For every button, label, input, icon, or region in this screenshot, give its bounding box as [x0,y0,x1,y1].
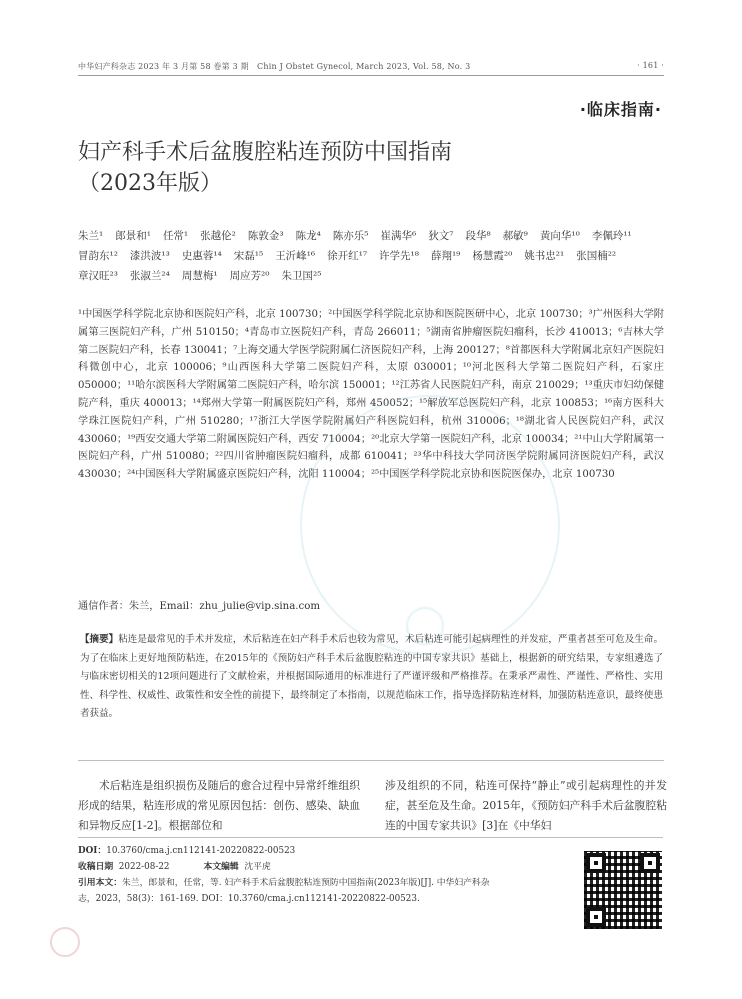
author-name: 郎景和¹ [115,230,151,242]
author-name: 周应芳²⁰ [229,270,270,282]
author-name: 陈亦乐⁵ [332,230,369,242]
header-divider [78,75,664,76]
author-name: 李佩玲¹¹ [591,230,632,242]
author-name: 张国楠²² [576,250,617,262]
affiliation-item: ⁴青岛市立医院妇产科，青岛 266011 ； [245,327,427,338]
author-name: 史惠蓉¹⁴ [181,250,222,262]
author-name: 薛翔¹⁹ [430,250,461,262]
author-name: 许学先¹⁸ [379,250,419,262]
body-column-right: 涉及组织的不同，粘连可保持“静止”或引起病理性的并发症，甚至危及生命。2015年，《预防妇产科手术后盆腹腔粘连的中国专家共识》[3]在《中华妇 [385,779,667,833]
author-list [78,226,664,286]
abstract-label: 【摘要】 [80,634,119,645]
watermark-logo: ◯ [300,395,560,655]
affiliation-item: ¹中国医学科学院北京协和医院妇产科，北京 100730 ； [78,309,328,320]
affiliation-item: ²中国医学科学院北京协和医院医研中心，北京 100730 ； [328,309,588,320]
abstract [80,631,663,724]
author-name: 郝敏⁹ [502,230,528,242]
abstract-text: 粘连是最常见的手术并发症，术后粘连在妇产科手术后也较为常见，术后粘连可能引起病理性的并发症，严重者甚至可危及生命。为了在临床上更好地预防粘连，在2015年的《预防妇产科手术后盆腹腔粘连的中国专家共识》基础上，根据新的研究结果，专家组遴选了与临床密切相关的12项问题进行了文献检索，并根据国际通用的标准进行了严谨评级和严格推荐。在秉承严肃性、严谨性、严格性、实用性、科学性、权威性、政策性和安全性的前提下，最终制定了本指南，以规范临床工作，指导选择防粘连材料，加强防粘连意识，最终使患者获益。 [80,634,663,720]
received-label: 收稿日期 [78,862,114,872]
author-name: 冒韵东¹² [78,250,118,262]
author-name: 段华⁸ [465,230,491,242]
running-head [78,61,664,72]
article-footer [78,843,498,907]
affiliation-item: ¹⁵解放军总医院妇产科，北京 100853 ； [419,398,604,409]
received-date: 2022-08-22 [118,862,170,872]
doi-label: DOI： [78,846,107,856]
author-name: 陈敦金³ [247,230,284,242]
author-name: 张越伦² [200,230,236,242]
author-name: 王沂峰¹⁶ [275,250,316,262]
publisher-seal-icon [50,927,80,957]
affiliation-item: ¹⁹西安交通大学第二附属医院妇产科，西安 710004 ； [127,434,371,445]
author-name: 章汉旺²³ [78,270,118,282]
affiliation-item: ¹⁸湖北省人民医院妇产科，武汉 430060 ； [78,416,664,445]
author-name: 崔满华⁶ [380,230,417,242]
author-name: 任常¹ [162,230,189,242]
body-column-left: 术后粘连是组织损伤及随后的愈合过程中异常纤维组织形成的结果，粘连形成的常见原因包括：创伤、感染、缺血和异物反应[1-2]。根据部位和 [78,779,360,833]
affiliation-item: ¹¹哈尔滨医科大学附属第二医院妇产科，哈尔滨 150001 ； [127,380,391,391]
cite-text: 朱兰，郎景和，任常，等. 妇产科手术后盆腹腔粘连预防中国指南(2023年版)[J]. 中华妇产科杂志，2023，58(3)：161-169. DOI：10.3760/cma.j.cn112141-20220822-00523. [78,878,490,904]
affiliation-list [78,306,664,484]
affiliation-item: ¹⁷浙江大学医学院附属妇产科医院妇科，杭州 310006 ； [249,416,515,427]
article-title [78,137,598,199]
journal-citation: 中华妇产科杂志 2023 年 3 月第 58 卷第 3 期 Chin J Obstet Gynecol, March 2023, Vol. 58, No. 3 [78,62,471,71]
editor-name: 沈平虎 [244,862,271,872]
affiliation-item: ⁸首都医科大学附属北京妇产医院妇科微创中心，北京 100006 ； [78,345,664,374]
affiliation-item: ²⁵中国医学科学院北京协和医院医保办，北京 100730 [370,469,615,481]
doi-link[interactable]: 10.3760/cma.j.cn112141-20220822-00523 [106,846,296,856]
affiliation-item: ²¹中山大学附属第一医院妇产科，广州 510080 ； [78,434,664,463]
qr-code[interactable] [584,851,662,929]
affiliation-item: ¹⁶南方医科大学珠江医院妇产科，广州 510280 ； [78,398,664,427]
author-name: 陈龙⁴ [295,230,321,242]
footer-divider [78,837,663,838]
doi-line [78,843,498,859]
title-line-2: （2023年版） [78,171,222,196]
affiliation-item: ²³华中科技大学同济医学院附属同济医院妇产科，武汉 430030 ； [78,451,664,480]
affiliation-item: ³广州医科大学附属第三医院妇产科，广州 510150 ； [78,309,664,338]
author-name: 徐开红¹⁷ [327,250,368,262]
abstract-divider [78,760,664,761]
affiliation-item: ²⁴中国医科大学附属盛京医院妇产科，沈阳 110004 ； [127,469,371,480]
author-name: 狄文⁷ [428,230,454,242]
affiliation-item: ⁶吉林大学第二医院妇产科，长春 130041 ； [78,327,664,356]
qr-finder-bottom-left [586,907,606,927]
author-name: 朱卫国²⁵ [281,270,322,282]
author-name: 张淑兰²⁴ [129,270,170,282]
editor-label: 本文编辑 [203,862,239,872]
author-name: 宋磊¹⁵ [233,250,264,262]
title-line-1: 妇产科手术后盆腹腔粘连预防中国指南 [78,140,453,165]
author-name: 漆洪波¹³ [129,250,170,262]
page-number: · 161 · [637,61,664,70]
author-name: 杨慧霞²⁰ [472,250,513,262]
author-name: 黄向华¹⁰ [539,230,580,242]
dates-line [78,859,498,875]
affiliation-item: ²⁰北京大学第一医院妇产科，北京 100034 ； [371,434,574,445]
affiliation-item: ⁹山西医科大学第二医院妇产科，太原 030001 ； [222,362,462,373]
publisher-logo [50,927,80,957]
affiliation-item: ²²四川省肿瘤医院妇瘤科，成都 610041 ； [215,451,413,462]
affiliation-item: ⁷上海交通大学医学院附属仁济医院妇产科，上海 200127 ； [233,345,505,356]
qr-finder-top-left [586,853,606,873]
corresponding-author: 通信作者：朱兰，Email：zhu_julie@vip.sina.com [78,601,321,612]
cite-label: 引用本文： [78,878,122,888]
affiliation-item: ⁵湖南省肿瘤医院妇瘤科，长沙 410013 ； [426,327,618,338]
qr-finder-top-right [640,853,660,873]
author-name: 姚书忠²¹ [524,250,565,262]
section-tag: ·临床指南· [579,100,662,119]
affiliation-item: ¹³重庆市妇幼保健院产科，重庆 400013 ； [78,380,664,409]
author-name: 周慧梅¹ [181,270,218,282]
citation-line [78,875,498,907]
affiliation-item: ¹⁰河北医科大学第二医院妇产科，石家庄 050000 ； [78,362,664,391]
affiliation-item: ¹²江苏省人民医院妇产科，南京 210029 ； [391,380,584,391]
author-name: 朱兰¹ [78,230,104,242]
affiliation-item: ¹⁴郑州大学第一附属医院妇产科，郑州 450052 ； [193,398,419,409]
